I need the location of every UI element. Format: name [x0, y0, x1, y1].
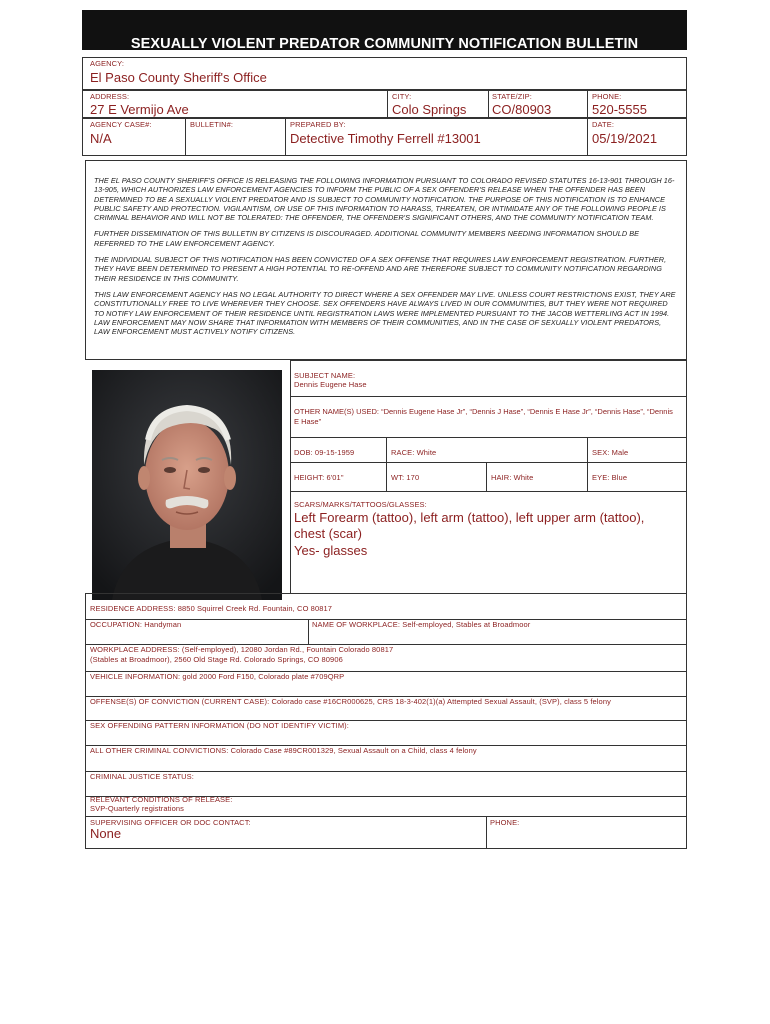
officer-phone-label: PHONE: — [490, 818, 520, 827]
city-label: CITY: — [392, 92, 412, 101]
prepared-by-value: Detective Timothy Ferrell #13001 — [290, 131, 481, 146]
notice-paragraph-4: THIS LAW ENFORCEMENT AGENCY HAS NO LEGAL AUTHORITY TO DIRECT WHERE A SEX OFFENDER MAY LIVE. UNLESS COURT RESTRICTIONS EXIST, THEY ARE CONSTITUTIONALLY FREE TO LIVE WHEREVER THEY CHOOSE. SEX OFFENDERS HAVE ALWAYS LIVED IN OUR COMMUNITIES, BUT THEY WERE NOT REQUIRED TO NOTIFY LAW ENFORCEMENT OF THEIR RESIDENCE UNTIL REGISTRATION LAWS WERE IMPLEMENTED PURSUANT TO THE JACOB WETTERLING ACT IN 1994. LAW ENFORCEMENT MAY NOW SHARE THAT INFORMATION WITH MEMBERS OF THEIR COMMUNITIES, AND IN THE CASE OF SEXUALLY VIOLENT PREDATORS, LAW ENFORCEMENT MUST ACTIVELY NOTIFY CITIZENS. — [94, 289, 676, 337]
agency-label: AGENCY: — [90, 59, 125, 68]
notice-paragraph-3: THE INDIVIDUAL SUBJECT OF THIS NOTIFICATION HAS BEEN CONVICTED OF A SEX OFFENSE THAT REQUIRES LAW ENFORCEMENT REGISTRATION. FURTHER, THEY HAVE BEEN DETERMINED TO PRESENT A HIGH POTENTIAL TO RE-OFFEND AND ARE THEREFORE SUBJECT TO COMMUNITY NOTIFICATION REGARDING THEIR RESIDENCE IN THIS COMMUNITY. — [94, 255, 667, 283]
residence-address: RESIDENCE ADDRESS: 8850 Squirrel Creek Rd. Fountain, CO 80817 — [90, 604, 333, 613]
officer-value: None — [90, 826, 122, 841]
glasses-value: Yes- glasses — [294, 543, 368, 558]
hair: HAIR: White — [491, 473, 534, 482]
cj-status: CRIMINAL JUSTICE STATUS: — [90, 772, 194, 781]
agency-case-label: AGENCY CASE#: — [90, 120, 152, 129]
agency-value: El Paso County Sheriff's Office — [90, 70, 267, 85]
eyes: EYE: Blue — [592, 473, 628, 482]
bulletin-sheet — [82, 10, 687, 850]
offenses: OFFENSE(S) OF CONVICTION (CURRENT CASE): Colorado case #16CR000625, CRS 18-3-402(1)(a) Attempted Sexual Assault, (SVP), class 5 felony — [90, 697, 611, 706]
vehicle-info: VEHICLE INFORMATION: gold 2000 Ford F150, Colorado plate #709QRP — [90, 672, 345, 681]
address-label: ADDRESS: — [90, 92, 130, 101]
workplace-name: NAME OF WORKPLACE: Self-employed, Stables at Broadmoor — [312, 620, 531, 629]
occupation: OCCUPATION: Handyman — [90, 620, 182, 629]
address-value: 27 E Vermijo Ave — [90, 102, 189, 117]
subject-name-value: Dennis Eugene Hase — [294, 380, 367, 389]
officer-label: SUPERVISING OFFICER OR DOC CONTACT: — [90, 818, 251, 827]
other-names: OTHER NAME(S) USED: “Dennis Eugene Hase Jr”, “Dennis J Hase”, “Dennis E Hase Jr”, “Dennis Hase”, “Dennis E Hase” — [294, 407, 673, 426]
height: HEIGHT: 6'01" — [294, 473, 344, 482]
agency-case-value: N/A — [90, 131, 112, 146]
dob: DOB: 09-15-1959 — [294, 448, 355, 457]
city-value: Colo Springs — [392, 102, 467, 117]
workplace-address: WORKPLACE ADDRESS: (Self-employed), 12080 Jordan Rd., Fountain Colorado 80817 — [90, 645, 394, 654]
scars-label: SCARS/MARKS/TATTOOS/GLASSES: — [294, 500, 427, 509]
sex: SEX: Male — [592, 448, 629, 457]
date-value: 05/19/2021 — [592, 131, 658, 146]
subject-name-label: SUBJECT NAME: — [294, 371, 356, 380]
notice-paragraph-1: THE EL PASO COUNTY SHERIFF'S OFFICE IS RELEASING THE FOLLOWING INFORMATION PURSUANT TO COLORADO REVISED STATUTES 16-13-901 THROUGH 16-13-905, WHICH AUTHORIZES LAW ENFORCEMENT AGENCIES TO INFORM THE PUBLIC OF A SEX OFFENDER'S RELEASE WHEN THE OFFENDER HAS BEEN DETERMINED TO BE A SEXUALLY VIOLENT PREDATOR AND IS SUBJECT TO COMMUNITY NOTIFICATION. THE PURPOSE OF THIS NOTIFICATION IS TO ENHANCE PUBLIC SAFETY AND PROTECTION. VIGILANTISM, OR USE OF THIS INFORMATION TO HARASS, THREATEN, OR INTIMIDATE ANY OF THE FOLLOWING PEOPLE IS CRIMINAL BEHAVIOR AND WILL NOT BE TOLERATED: THE OFFENDER, THE OFFENDER'S SIGNIFICANT OTHERS, AND THE COMMUNITY NOTIFICATION TEAM. — [94, 176, 675, 223]
notice-box — [85, 160, 687, 360]
state-zip-value: CO/80903 — [492, 102, 552, 117]
state-zip-label: STATE/ZIP: — [492, 92, 532, 101]
offending-pattern: SEX OFFENDING PATTERN INFORMATION (DO NOT IDENTIFY VICTIM): — [90, 721, 349, 730]
phone-label: PHONE: — [592, 92, 622, 101]
subject-photo — [92, 370, 282, 600]
race: RACE: White — [391, 448, 437, 457]
bulletin-label: BULLETIN#: — [190, 120, 234, 129]
bulletin-title: SEXUALLY VIOLENT PREDATOR COMMUNITY NOTIFICATION BULLETIN — [82, 10, 687, 50]
other-convictions: ALL OTHER CRIMINAL CONVICTIONS: Colorado Case #89CR001329, Sexual Assault on a Child, class 4 felony — [90, 746, 477, 755]
scars-value: Left Forearm (tattoo), left arm (tattoo), left upper arm (tattoo), chest (scar) — [294, 510, 645, 541]
prepared-by-label: PREPARED BY: — [290, 120, 346, 129]
release-conditions-value: SVP-Quarterly registrations — [90, 804, 184, 813]
phone-value: 520-5555 — [592, 102, 647, 117]
date-label: DATE: — [592, 120, 615, 129]
workplace-address-2: (Stables at Broadmoor), 2560 Old Stage Rd. Colorado Springs, CO 80906 — [90, 655, 343, 664]
release-conditions-label: RELEVANT CONDITIONS OF RELEASE: — [90, 795, 233, 804]
notice-paragraph-2: FURTHER DISSEMINATION OF THIS BULLETIN BY CITIZENS IS DISCOURAGED. ADDITIONAL COMMUNITY MEMBERS NEEDING INFORMATION SHOULD BE REFERRED TO THE LAW ENFORCEMENT AGENCY. — [94, 229, 640, 248]
weight: WT: 170 — [391, 473, 420, 482]
